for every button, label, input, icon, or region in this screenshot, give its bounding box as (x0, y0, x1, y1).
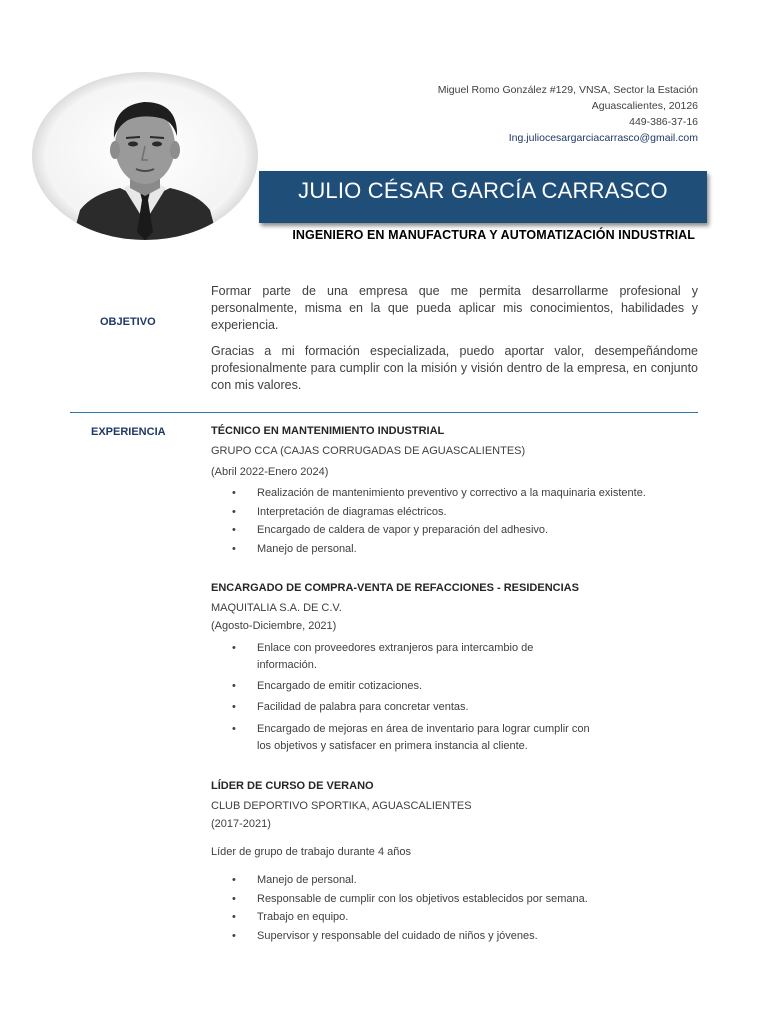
address-line-1: Miguel Romo González #129, VNSA, Sector la Estación (437, 84, 698, 96)
list-item: • Interpretación de diagramas eléctricos. (211, 506, 701, 525)
job-title: TÉCNICO EN MANTENIMIENTO INDUSTRIAL (211, 425, 445, 437)
section-divider (70, 412, 698, 413)
list-item: • Enlace con proveedores extranjeros para intercambio de información. (211, 640, 567, 680)
list-item: • Facilidad de palabra para concretar ventas. (211, 701, 701, 722)
job-title: ENCARGADO DE COMPRA-VENTA DE REFACCIONES - RESIDENCIAS (211, 582, 579, 594)
address-line-2: Aguascalientes, 20126 (591, 100, 698, 112)
job-bullets (211, 640, 701, 755)
contact-block (438, 82, 698, 146)
email-link[interactable]: Ing.juliocesargarciacarrasco@gmail.com (508, 132, 698, 144)
job-title: LÍDER DE CURSO DE VERANO (211, 780, 374, 792)
list-item: • Trabajo en equipo. (211, 911, 701, 930)
job-company: GRUPO CCA (CAJAS CORRUGADAS DE AGUASCALIENTES) (211, 445, 526, 457)
list-item: • Responsable de cumplir con los objetivos establecidos por semana. (211, 893, 701, 912)
job-company: CLUB DEPORTIVO SPORTIKA, AGUASCALIENTES (211, 800, 472, 812)
profile-photo (32, 72, 258, 240)
name-banner: JULIO CÉSAR GARCÍA CARRASCO (259, 171, 707, 223)
objective-label: OBJETIVO (100, 316, 156, 328)
job-note: Líder de grupo de trabajo durante 4 años (211, 846, 411, 858)
job-entry (211, 425, 701, 561)
job-bullets (211, 874, 701, 948)
list-item: • Encargado de emitir cotizaciones. (211, 680, 701, 701)
job-period: (2017-2021) (211, 818, 271, 830)
job-bullets (211, 487, 701, 561)
list-item: • Manejo de personal. (211, 543, 701, 562)
person-portrait-icon (32, 72, 258, 240)
objective-paragraph-1: Formar parte de una empresa que me permita desarrollarme profesional y personalmente, misma en la que pueda aplicar mis conocimientos, habilidades y experiencia. (211, 284, 698, 332)
list-item: • Supervisor y responsable del cuidado de niños y jóvenes. (211, 930, 701, 949)
job-period: (Abril 2022-Enero 2024) (211, 466, 329, 478)
phone-number: 449-386-37-16 (629, 116, 698, 128)
job-entry (211, 780, 701, 948)
list-item: • Realización de mantenimiento preventivo y correctivo a la maquinaria existente. (211, 487, 701, 506)
list-item: • Encargado de caldera de vapor y preparación del adhesivo. (211, 524, 701, 543)
list-item: • Encargado de mejoras en área de inventario para lograr cumplir con los objetivos y satisfacer en primera instancia al cliente. (211, 721, 597, 755)
job-entry (211, 582, 701, 755)
job-company: MAQUITALIA S.A. DE C.V. (211, 602, 342, 614)
job-period: (Agosto-Diciembre, 2021) (211, 620, 337, 632)
profession-title: INGENIERO EN MANUFACTURA Y AUTOMATIZACIÓN INDUSTRIAL (292, 228, 695, 242)
list-item: • Manejo de personal. (211, 874, 701, 893)
objective-paragraph-2: Gracias a mi formación especializada, puedo aportar valor, desempeñándome profesionalmente para cumplir con la misión y visión dentro de la empresa, en conjunto con mis valores. (211, 344, 698, 392)
experience-label: EXPERIENCIA (91, 426, 166, 438)
